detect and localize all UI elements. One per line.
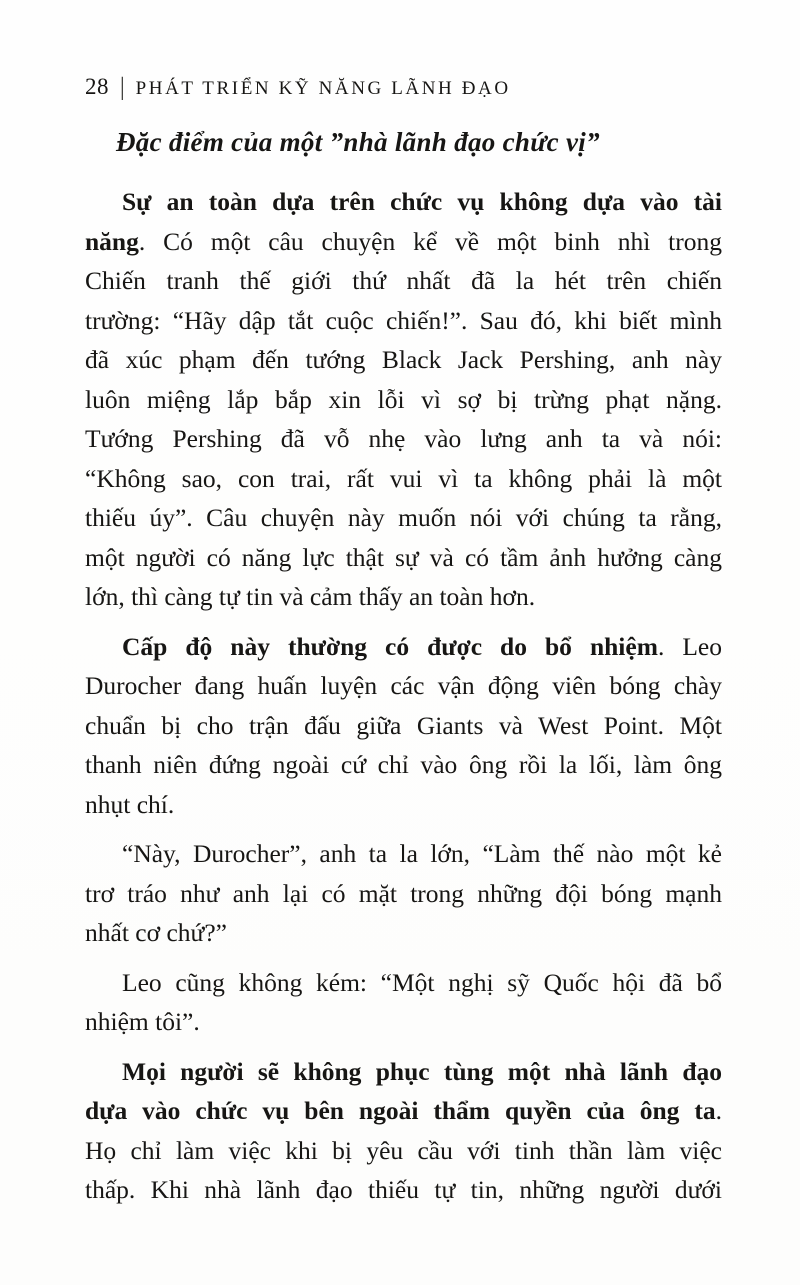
text-segment: trường: “Hãy dập tắt cuộc chiến!”. Sau đó, khi biết mình [85,305,722,335]
text-segment: thấp. Khi nhà lãnh đạo thiếu tự tin, những người dưới [85,1175,722,1204]
text-segment: . [715,1096,722,1125]
text-line [85,874,722,914]
text-line [85,261,722,301]
text-line [85,459,722,499]
text-segment: Leo cũng không kém: “Một nghị sỹ Quốc hội đã bổ [122,967,722,997]
text-segment: nhất cơ chứ?” [85,918,227,947]
bold-text-segment: Sự an toàn dựa trên chức vụ không dựa vào tài [122,187,722,216]
text-line [85,182,722,222]
text-segment: Chiến tranh thế giới thứ nhất đã la hét trên chiến [85,266,722,295]
page-number: 28 [85,74,109,99]
text-line [85,785,722,825]
text-segment: nhiệm tôi”. [85,1007,200,1036]
text-segment: “Này, Durocher”, anh ta la lớn, “Làm thế nào một kẻ [122,839,722,868]
text-line [85,666,722,706]
text-line [85,1091,722,1131]
text-line [85,538,722,578]
text-segment: thiếu úy”. Câu chuyện này muốn nói với chúng ta rằng, [85,503,722,532]
bold-text-segment: năng [85,226,139,256]
text-line [85,745,722,785]
paragraph [85,1052,722,1210]
text-segment: một người có năng lực thật sự và có tầm ảnh hưởng càng [85,542,722,572]
paragraph [85,963,722,1042]
body-text [85,182,722,1220]
text-segment: Họ chỉ làm việc khi bị yêu cầu với tinh thần làm việc [85,1135,722,1165]
text-line [85,706,722,746]
text-segment: “Không sao, con trai, rất vui vì ta không phải là một [85,463,722,493]
text-line [85,301,722,341]
book-title: PHÁT TRIỂN KỸ NĂNG LÃNH ĐẠO [135,78,511,99]
text-line [85,419,722,459]
text-segment: . Leo [657,631,722,661]
text-segment: đã xúc phạm đến tướng Black Jack Pershing, anh này [85,345,722,374]
text-segment: trơ tráo như anh lại có mặt trong những đội bóng mạnh [85,878,722,908]
text-segment: chuẩn bị cho trận đấu giữa Giants và West Point. Một [85,710,722,740]
text-line [85,577,722,617]
text-line [85,834,722,874]
running-header [85,74,511,100]
text-line [85,1052,722,1092]
text-line [85,498,722,538]
text-line [85,1131,722,1171]
text-segment: Tướng Pershing đã vỗ nhẹ vào lưng anh ta và nói: [85,424,722,453]
text-segment: thanh niên đứng ngoài cứ chỉ vào ông rồi la lối, làm ông [85,750,722,779]
text-line [85,222,722,262]
header-separator: | [120,72,125,101]
text-segment: luôn miệng lắp bắp xin lỗi vì sợ bị trừng phạt nặng. [85,384,722,414]
bold-text-segment: dựa vào chức vụ bên ngoài thẩm quyền của ông ta [85,1096,716,1125]
text-line [85,963,722,1003]
text-segment: lớn, thì càng tự tin và cảm thấy an toàn hơn. [85,582,536,611]
text-line [85,1002,722,1042]
paragraph [85,627,722,825]
section-heading: Đặc điểm của một ”nhà lãnh đạo chức vị” [116,127,600,157]
text-segment: . Có một câu chuyện kể về một binh nhì trong [138,226,722,256]
bold-text-segment: Cấp độ này thường có được do bổ nhiệm [122,631,658,661]
text-segment: nhụt chí. [85,789,175,819]
paragraph [85,182,722,617]
bold-text-segment: Mọi người sẽ không phục tùng một nhà lãnh đạo [122,1056,722,1086]
text-line [85,627,722,667]
text-line [85,380,722,420]
text-line [85,913,722,953]
text-line [85,1170,722,1210]
text-segment: Durocher đang huấn luyện các vận động viên bóng chày [85,671,722,700]
text-line [85,340,722,380]
paragraph [85,834,722,953]
